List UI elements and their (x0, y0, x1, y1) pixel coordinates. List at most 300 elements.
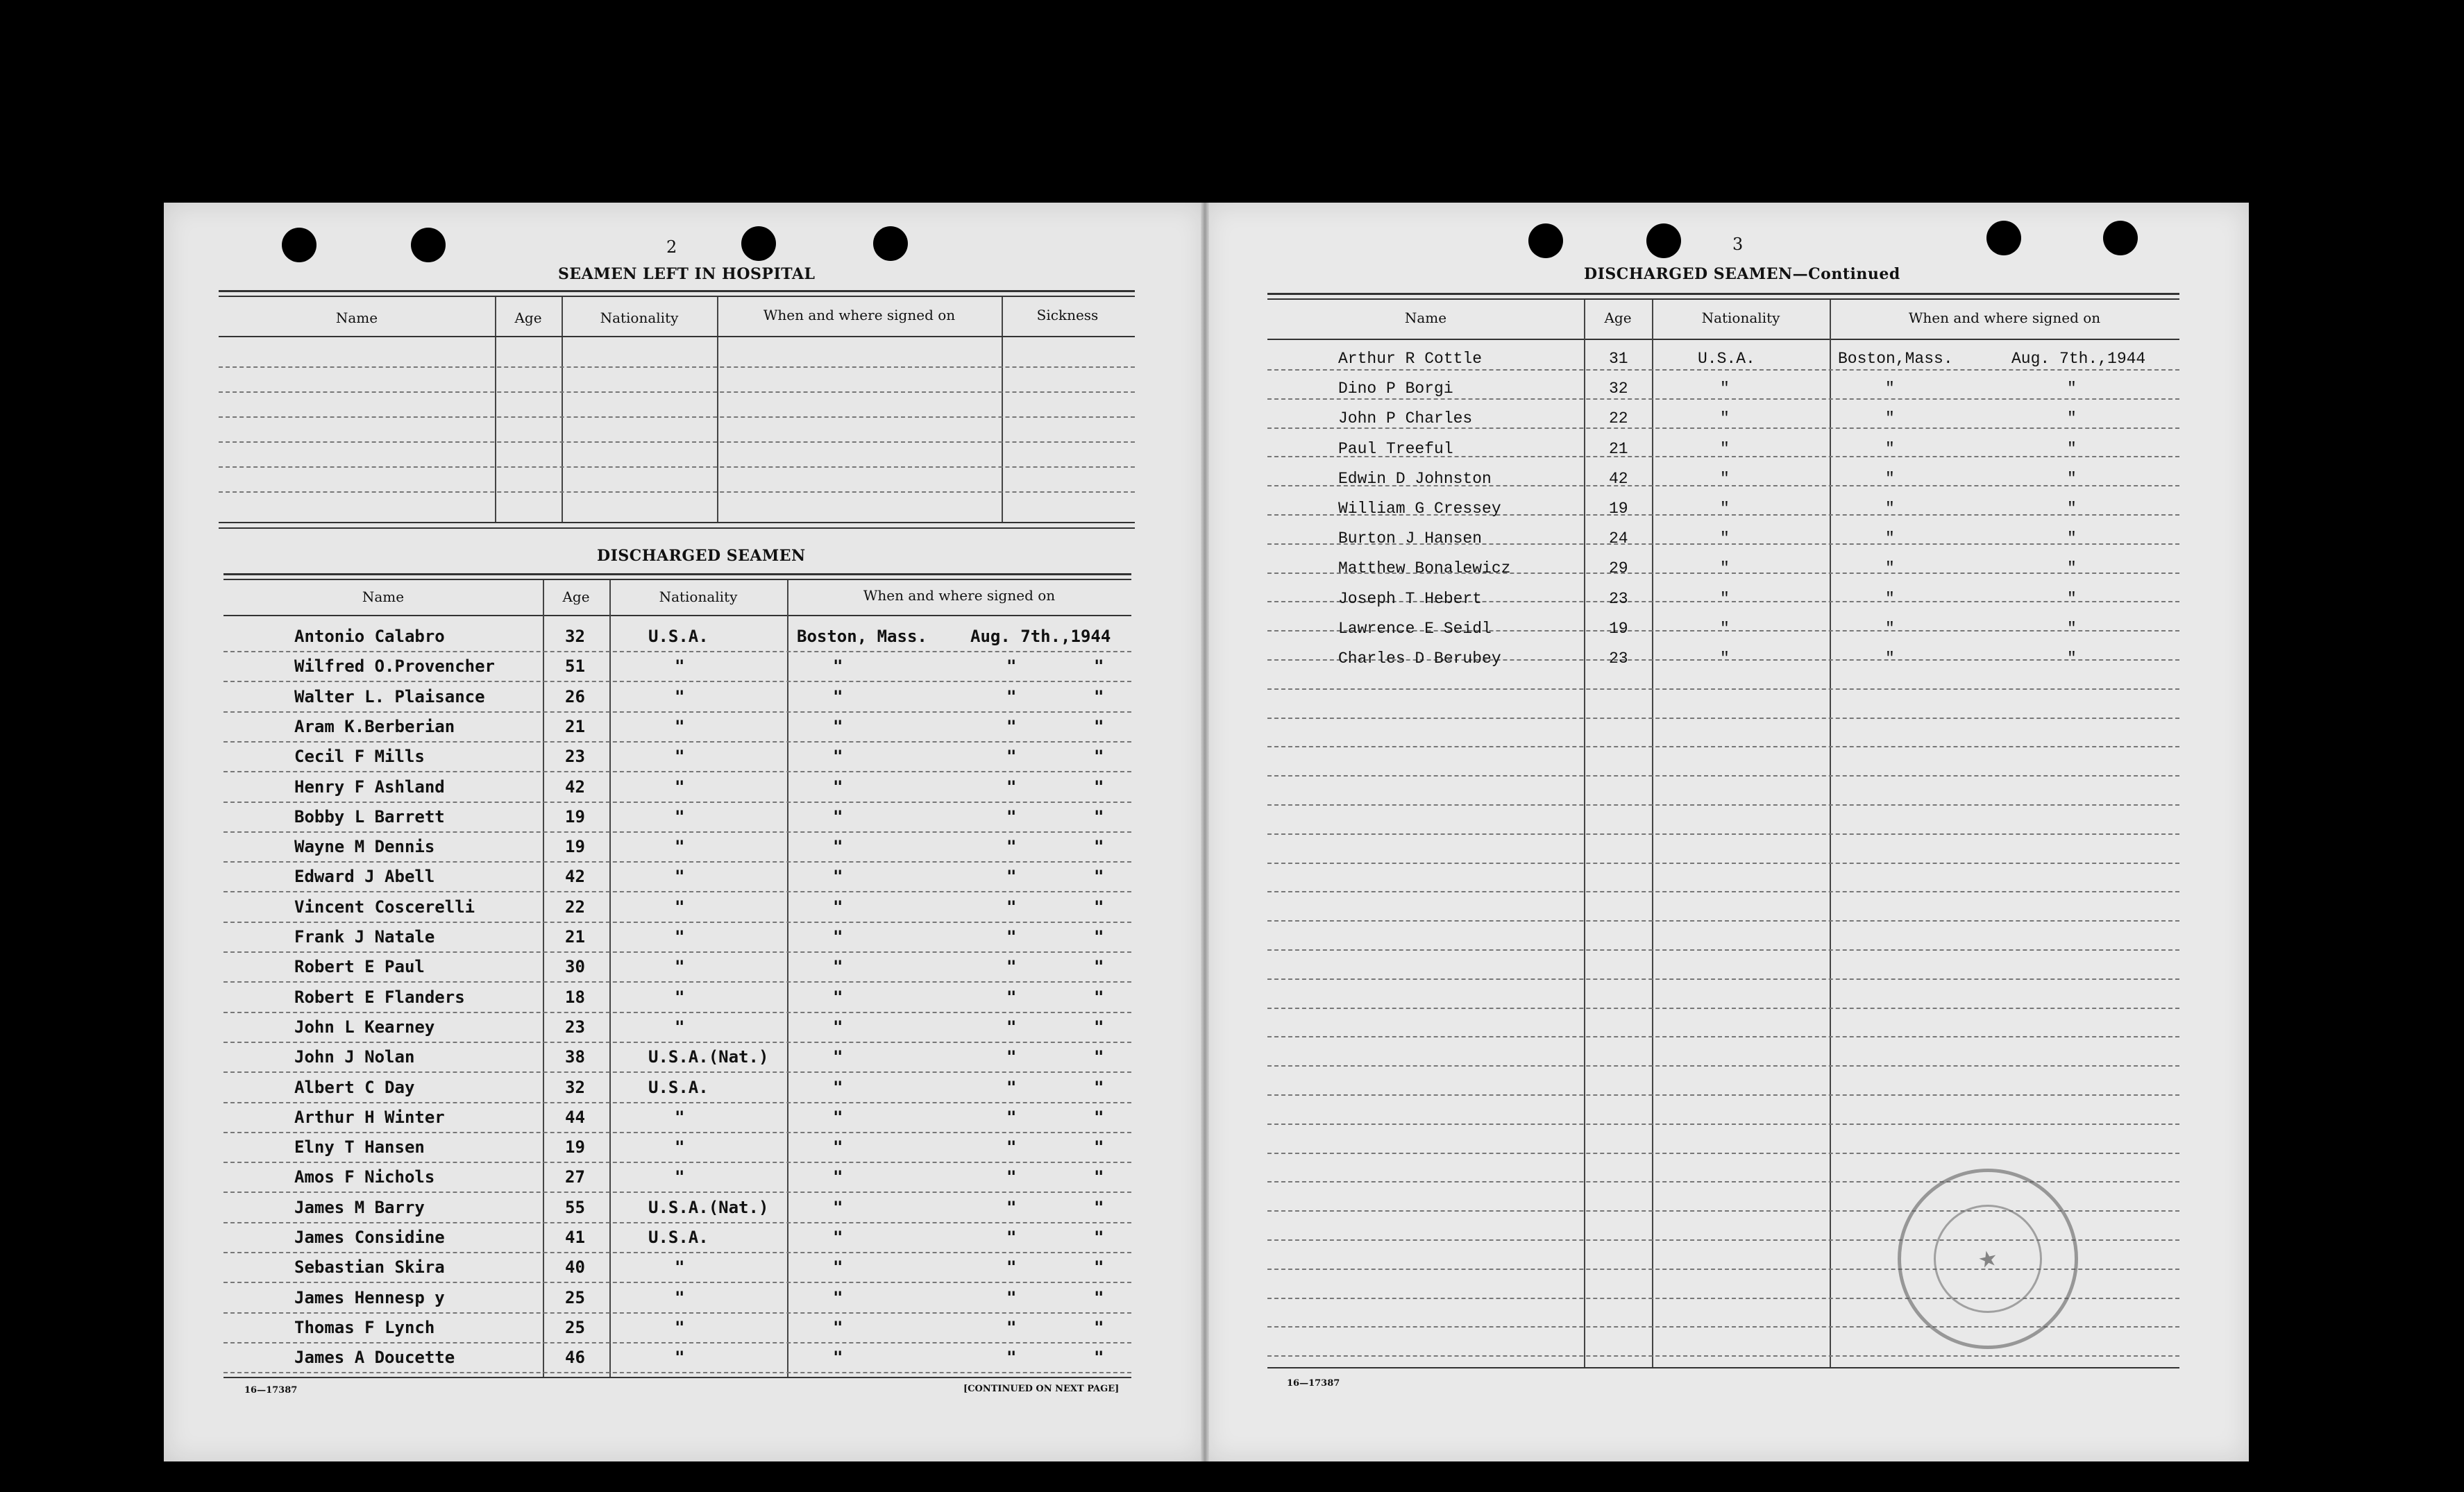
seaman-nationality: " (675, 777, 685, 797)
signed-on-place: " (1885, 439, 1895, 458)
signed-on-date: " (1006, 716, 1017, 736)
seaman-nationality: " (675, 686, 685, 706)
punch-hole (2103, 221, 2138, 255)
seaman-age: 29 (1609, 559, 1628, 578)
signed-on-date: " (1006, 1317, 1017, 1337)
signed-on-date: " (1006, 1077, 1017, 1097)
seaman-nationality: " (675, 867, 685, 887)
punch-hole (1528, 223, 1563, 258)
seaman-nationality: " (1720, 469, 1730, 488)
signed-on-date: " (1006, 806, 1017, 826)
rule (219, 522, 1135, 523)
seaman-name: Vincent Coscerelli (294, 897, 475, 917)
signed-on-place: Boston, Mass. (797, 627, 927, 646)
signed-on-date: " (1006, 1137, 1017, 1158)
seaman-age: 22 (1609, 409, 1628, 428)
seaman-name: Cecil F Mills (294, 747, 425, 767)
signed-on-place: " (833, 1197, 843, 1217)
seaman-age: 32 (1609, 380, 1628, 398)
column-divider (717, 297, 718, 523)
seaman-age: 31 (1609, 350, 1628, 368)
seaman-age: 24 (1609, 529, 1628, 548)
official-stamp (1898, 1169, 2078, 1349)
discharged-header-nationality: Nationality (659, 588, 738, 605)
seaman-nationality: " (675, 716, 685, 736)
signed-on-ditto: " (1094, 867, 1104, 887)
row-line (1267, 949, 2179, 951)
seaman-age: 19 (565, 806, 585, 826)
signed-on-ditto: " (1094, 1137, 1104, 1158)
signed-on-date: " (1006, 837, 1017, 857)
signed-on-date: " (2067, 439, 2077, 458)
seaman-name: Dino P Borgi (1338, 380, 1453, 398)
signed-on-place: " (833, 1228, 843, 1247)
signed-on-ditto: " (1094, 1107, 1104, 1127)
signed-on-ditto: " (1094, 1257, 1104, 1278)
column-divider (1002, 297, 1003, 523)
seaman-name: Matthew Bonalewicz (1338, 559, 1511, 578)
signed-on-ditto: " (1094, 1287, 1104, 1307)
seaman-name: Robert E Flanders (294, 987, 465, 1007)
seaman-age: 25 (565, 1287, 585, 1307)
signed-on-ditto: " (1094, 1197, 1104, 1217)
seaman-nationality: " (675, 806, 685, 826)
signed-on-date: " (1006, 777, 1017, 797)
column-divider (787, 580, 788, 1377)
signed-on-place: " (1885, 529, 1895, 548)
signed-on-date: " (2067, 589, 2077, 608)
hospital-header-sickness: Sickness (1036, 307, 1099, 323)
signed-on-ditto: " (1094, 1047, 1104, 1067)
seaman-age: 42 (565, 867, 585, 887)
signed-on-date: " (1006, 1348, 1017, 1368)
signed-on-date: " (2067, 500, 2077, 518)
seaman-name: Aram K.Berberian (294, 716, 455, 736)
punch-hole (411, 228, 446, 262)
rule (223, 615, 1131, 616)
signed-on-place: " (833, 1167, 843, 1187)
seaman-nationality: " (1720, 650, 1730, 668)
signed-on-ditto: " (1094, 1317, 1104, 1337)
row-line (223, 951, 1131, 953)
right-header-name: Name (1404, 310, 1447, 326)
seaman-name: Arthur H Winter (294, 1107, 445, 1127)
signed-on-place: " (833, 1257, 843, 1278)
signed-on-place: " (833, 897, 843, 917)
signed-on-place: " (833, 867, 843, 887)
punch-hole (282, 228, 317, 262)
seaman-nationality: " (675, 1107, 685, 1127)
row-line (219, 366, 1135, 368)
signed-on-ditto: " (1094, 897, 1104, 917)
rule (219, 527, 1135, 529)
seaman-nationality: U.S.A. (648, 1228, 709, 1247)
rule (1267, 1367, 2179, 1368)
hospital-header-signed-on: When and where signed on (763, 307, 956, 323)
signed-on-date: " (2067, 380, 2077, 398)
signed-on-place: " (1885, 500, 1895, 518)
seaman-name: Amos F Nichols (294, 1167, 435, 1187)
signed-on-date: Aug. 7th.,1944 (2011, 350, 2146, 368)
seaman-name: Paul Treeful (1338, 439, 1453, 458)
seaman-name: Lawrence E Seidl (1338, 619, 1492, 638)
seaman-age: 21 (565, 927, 585, 947)
row-line (1267, 978, 2179, 980)
signed-on-date: " (1006, 1287, 1017, 1307)
seaman-nationality: " (1720, 439, 1730, 458)
seaman-nationality: " (1720, 559, 1730, 578)
signed-on-place: " (833, 656, 843, 677)
page-number: 3 (1732, 235, 1744, 254)
right-section-title (1584, 265, 1900, 283)
seaman-name: James Hennesp y (294, 1287, 445, 1307)
seaman-name: Arthur R Cottle (1338, 350, 1483, 368)
signed-on-place: " (1885, 469, 1895, 488)
seaman-nationality: " (675, 927, 685, 947)
seaman-nationality: " (675, 837, 685, 857)
signed-on-date: Aug. 7th.,1944 (970, 627, 1111, 646)
signed-on-date: " (1006, 747, 1017, 767)
seaman-name: Frank J Natale (294, 927, 435, 947)
row-line (1267, 920, 2179, 922)
row-line (223, 1102, 1131, 1103)
seaman-nationality: " (1720, 619, 1730, 638)
seaman-name: Antonio Calabro (294, 627, 445, 646)
row-line (1267, 1036, 2179, 1037)
signed-on-place: " (1885, 380, 1895, 398)
signed-on-ditto: " (1094, 1167, 1104, 1187)
signed-on-date: " (1006, 1017, 1017, 1037)
seaman-age: 44 (565, 1107, 585, 1127)
seaman-age: 25 (565, 1317, 585, 1337)
row-line (1267, 746, 2179, 747)
page-gutter (1201, 203, 1209, 1461)
seaman-nationality: " (675, 656, 685, 677)
rule (223, 1377, 1131, 1378)
rule (1267, 293, 2179, 295)
seaman-age: 55 (565, 1197, 585, 1217)
seaman-name: John P Charles (1338, 409, 1473, 428)
hospital-section-title: SEAMEN LEFT IN HOSPITAL (558, 265, 816, 283)
row-line (1267, 1181, 2179, 1182)
signed-on-date: " (2067, 529, 2077, 548)
row-line (219, 416, 1135, 418)
seaman-nationality: U.S.A. (648, 627, 709, 646)
signed-on-place: " (833, 777, 843, 797)
signed-on-place: " (833, 1137, 843, 1158)
right-header-age: Age (1604, 310, 1632, 326)
seaman-name: Henry F Ashland (294, 777, 445, 797)
signed-on-date: " (1006, 1228, 1017, 1247)
seaman-nationality: U.S.A.(Nat.) (648, 1047, 769, 1067)
seaman-nationality: " (675, 1137, 685, 1158)
seaman-age: 19 (565, 837, 585, 857)
column-divider (495, 297, 496, 523)
row-line (223, 1012, 1131, 1013)
signed-on-date: " (2067, 409, 2077, 428)
signed-on-date: " (2067, 650, 2077, 668)
form-code: 16—17387 (244, 1385, 298, 1396)
seaman-age: 26 (565, 686, 585, 706)
signed-on-place: " (1885, 559, 1895, 578)
row-line (223, 1372, 1131, 1373)
seaman-age: 23 (565, 747, 585, 767)
signed-on-date: " (1006, 1047, 1017, 1067)
row-line (1267, 1065, 2179, 1067)
signed-on-place: " (833, 927, 843, 947)
hospital-header-name: Name (335, 310, 378, 326)
seaman-name: Burton J Hansen (1338, 529, 1483, 548)
seaman-nationality: " (675, 957, 685, 977)
seaman-name: Wilfred O.Provencher (294, 656, 495, 677)
signed-on-place: " (833, 1348, 843, 1368)
row-line (1267, 891, 2179, 892)
seaman-name: John L Kearney (294, 1017, 435, 1037)
stamp-inner-ring: ★ (1923, 1194, 2052, 1323)
punch-hole (1986, 221, 2021, 255)
signed-on-date: " (1006, 867, 1017, 887)
signed-on-date: " (1006, 656, 1017, 677)
seaman-name: Thomas F Lynch (294, 1317, 435, 1337)
seaman-nationality: " (1720, 500, 1730, 518)
form-code: 16—17387 (1287, 1378, 1340, 1389)
row-line (223, 981, 1131, 983)
row-line (223, 891, 1131, 892)
seaman-age: 19 (565, 1137, 585, 1158)
seaman-name: Walter L. Plaisance (294, 686, 485, 706)
row-line (1267, 1153, 2179, 1154)
seaman-age: 42 (1609, 469, 1628, 488)
row-line (223, 922, 1131, 923)
seaman-name: James Considine (294, 1228, 445, 1247)
seaman-name: Wayne M Dennis (294, 837, 435, 857)
row-line (223, 831, 1131, 833)
signed-on-place: " (833, 1077, 843, 1097)
seaman-age: 21 (1609, 439, 1628, 458)
row-line (1267, 1094, 2179, 1096)
seaman-nationality: U.S.A. (648, 1077, 709, 1097)
signed-on-ditto: " (1094, 777, 1104, 797)
seaman-name: Edward J Abell (294, 867, 435, 887)
hospital-header-nationality: Nationality (600, 310, 679, 326)
seaman-nationality: " (675, 1317, 685, 1337)
right-header-nationality: Nationality (1701, 310, 1780, 326)
seaman-nationality: " (1720, 589, 1730, 608)
signed-on-place: " (833, 716, 843, 736)
signed-on-ditto: " (1094, 987, 1104, 1007)
right-header-signed-on: When and where signed on (1908, 310, 2101, 326)
signed-on-place: " (1885, 650, 1895, 668)
seaman-age: 23 (1609, 650, 1628, 668)
row-line (219, 491, 1135, 493)
row-line (223, 1071, 1131, 1073)
continued-note: [CONTINUED ON NEXT PAGE] (963, 1384, 1120, 1394)
seaman-nationality: " (675, 1017, 685, 1037)
punch-hole (741, 226, 776, 261)
row-line (223, 1162, 1131, 1163)
seaman-age: 18 (565, 987, 585, 1007)
seaman-age: 41 (565, 1228, 585, 1247)
row-line (1267, 804, 2179, 806)
signed-on-place: Boston,Mass. (1838, 350, 1953, 368)
row-line (223, 1042, 1131, 1043)
discharged-section-title: DISCHARGED SEAMEN (597, 547, 806, 565)
signed-on-place: " (833, 1047, 843, 1067)
seaman-age: 46 (565, 1348, 585, 1368)
seaman-nationality: " (1720, 380, 1730, 398)
signed-on-ditto: " (1094, 1077, 1104, 1097)
seaman-age: 42 (565, 777, 585, 797)
row-line (223, 1132, 1131, 1133)
column-divider (609, 580, 611, 1377)
seaman-age: 23 (1609, 589, 1628, 608)
row-line (1267, 1124, 2179, 1125)
row-line (1267, 1355, 2179, 1357)
discharged-header-age: Age (562, 588, 590, 605)
seaman-name: Bobby L Barrett (294, 806, 445, 826)
row-line (223, 1192, 1131, 1193)
row-line (223, 1222, 1131, 1223)
row-line (223, 1342, 1131, 1343)
rule (219, 290, 1135, 292)
seaman-name: Joseph T Hebert (1338, 589, 1483, 608)
discharged-header-name: Name (362, 588, 405, 605)
signed-on-ditto: " (1094, 927, 1104, 947)
signed-on-ditto: " (1094, 1228, 1104, 1247)
rule (1267, 298, 2179, 300)
seaman-nationality: " (675, 987, 685, 1007)
seaman-age: 32 (565, 627, 585, 646)
signed-on-date: " (1006, 1107, 1017, 1127)
seaman-nationality: " (675, 897, 685, 917)
right-section-title-main: DISCHARGED SEAMEN (1584, 265, 1793, 283)
seaman-nationality: U.S.A.(Nat.) (648, 1197, 769, 1217)
seaman-nationality: U.S.A. (1698, 350, 1755, 368)
seaman-age: 19 (1609, 619, 1628, 638)
signed-on-date: " (1006, 987, 1017, 1007)
signed-on-date: " (1006, 957, 1017, 977)
signed-on-ditto: " (1094, 747, 1104, 767)
seaman-nationality: " (675, 1348, 685, 1368)
signed-on-place: " (833, 837, 843, 857)
signed-on-date: " (1006, 1167, 1017, 1187)
seaman-age: 19 (1609, 500, 1628, 518)
seaman-name: John J Nolan (294, 1047, 415, 1067)
signed-on-date: " (1006, 686, 1017, 706)
row-line (219, 391, 1135, 393)
signed-on-place: " (833, 686, 843, 706)
signed-on-ditto: " (1094, 1017, 1104, 1037)
signed-on-place: " (833, 1017, 843, 1037)
rule (219, 336, 1135, 337)
row-line (223, 861, 1131, 863)
row-line (219, 441, 1135, 443)
row-line (1267, 1008, 2179, 1009)
row-line (223, 1282, 1131, 1283)
seaman-name: Robert E Paul (294, 957, 425, 977)
signed-on-place: " (833, 987, 843, 1007)
signed-on-place: " (1885, 589, 1895, 608)
seaman-age: 30 (565, 957, 585, 977)
seaman-name: Albert C Day (294, 1077, 415, 1097)
seaman-nationality: " (675, 1257, 685, 1278)
signed-on-date: " (2067, 469, 2077, 488)
seaman-age: 22 (565, 897, 585, 917)
seaman-age: 27 (565, 1167, 585, 1187)
hospital-header-age: Age (514, 310, 542, 326)
seaman-age: 32 (565, 1077, 585, 1097)
seaman-nationality: " (1720, 529, 1730, 548)
row-line (223, 651, 1131, 652)
signed-on-ditto: " (1094, 1348, 1104, 1368)
signed-on-place: " (833, 1317, 843, 1337)
seaman-name: Charles D Berubey (1338, 650, 1501, 668)
seaman-age: 21 (565, 716, 585, 736)
signed-on-place: " (833, 957, 843, 977)
rule (223, 573, 1131, 575)
row-line (1267, 863, 2179, 864)
row-line (223, 741, 1131, 743)
row-line (223, 1312, 1131, 1314)
seaman-name: William G Cressey (1338, 500, 1501, 518)
signed-on-date: " (1006, 927, 1017, 947)
row-line (219, 466, 1135, 468)
signed-on-place: " (1885, 409, 1895, 428)
row-line (1267, 688, 2179, 690)
row-line (223, 771, 1131, 772)
row-line (223, 681, 1131, 682)
seaman-nationality: " (1720, 409, 1730, 428)
seaman-nationality: " (675, 747, 685, 767)
signed-on-ditto: " (1094, 806, 1104, 826)
rule (223, 579, 1131, 580)
column-divider (562, 297, 563, 523)
seaman-age: 40 (565, 1257, 585, 1278)
signed-on-date: " (1006, 1197, 1017, 1217)
seaman-name: Edwin D Johnston (1338, 469, 1492, 488)
punch-hole (1646, 223, 1681, 258)
signed-on-ditto: " (1094, 686, 1104, 706)
seaman-name: Sebastian Skira (294, 1257, 445, 1278)
rule (219, 296, 1135, 297)
signed-on-place: " (833, 747, 843, 767)
signed-on-place: " (833, 1287, 843, 1307)
signed-on-place: " (833, 806, 843, 826)
signed-on-date: " (2067, 559, 2077, 578)
seaman-age: 38 (565, 1047, 585, 1067)
seaman-name: Elny T Hansen (294, 1137, 425, 1158)
row-line (1267, 718, 2179, 719)
seaman-name: James M Barry (294, 1197, 425, 1217)
punch-hole (873, 226, 908, 261)
rule (1267, 339, 2179, 340)
seaman-nationality: " (675, 1167, 685, 1187)
page-number: 2 (666, 237, 677, 257)
signed-on-ditto: " (1094, 957, 1104, 977)
seaman-name: James A Doucette (294, 1348, 455, 1368)
row-line (223, 802, 1131, 803)
row-line (1267, 369, 2179, 371)
signed-on-place: " (833, 1107, 843, 1127)
signed-on-date: " (1006, 1257, 1017, 1278)
row-line (223, 711, 1131, 713)
row-line (1267, 833, 2179, 835)
signed-on-ditto: " (1094, 716, 1104, 736)
signed-on-date: " (2067, 619, 2077, 638)
row-line (223, 1252, 1131, 1253)
column-divider (543, 580, 544, 1377)
signed-on-place: " (1885, 619, 1895, 638)
